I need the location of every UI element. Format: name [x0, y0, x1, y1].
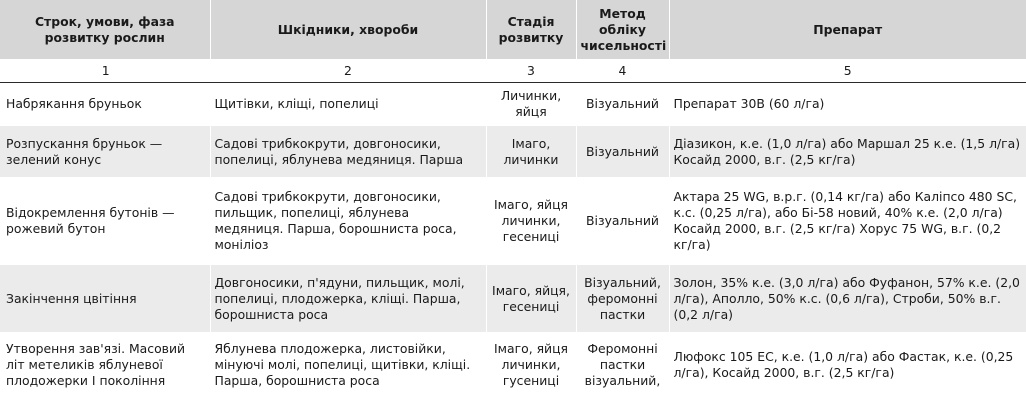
cell-product: Золон, 35% к.е. (3,0 л/га) або Фуфанон, 57% к.е. (2,0 л/га), Аполло, 50% к.с. (0,6 л/га), Строби, 50% в.г. (0,2 л/га) [669, 264, 1026, 333]
table-row [0, 178, 1026, 264]
cell-method: Візуальний, феромонні пастки [576, 264, 669, 333]
table-row [0, 333, 1026, 396]
table-row [0, 125, 1026, 178]
header-row [0, 0, 1026, 59]
cell-method: Візуальний [576, 125, 669, 178]
column-number: 5 [669, 59, 1026, 83]
cell-product: Препарат 30В (60 л/га) [669, 83, 1026, 126]
header-method: Метод обліку чисельності [576, 0, 669, 59]
header-period: Строк, умови, фаза розвитку рослин [0, 0, 210, 59]
cell-stage: Імаго, яйця, гесениці [486, 264, 576, 333]
cell-method: Візуальний [576, 83, 669, 126]
cell-product: Люфокс 105 ЕС, к.е. (1,0 л/га) або Фастак, к.е. (0,25 л/га), Косайд 2000, в.г. (2,5 кг/га) [669, 333, 1026, 396]
cell-method: Візуальний [576, 178, 669, 264]
table-row [0, 83, 1026, 126]
cell-pests: Садові трибкокрути, довгоносики, попелиці, яблунева медяниця. Парша [210, 125, 486, 178]
table-row [0, 264, 1026, 333]
column-number: 3 [486, 59, 576, 83]
cell-stage: Імаго, личинки [486, 125, 576, 178]
cell-pests: Садові трибкокрути, довгоносики, пильщик, попелиці, яблунева медяниця. Парша, борошниста роса, моніліоз [210, 178, 486, 264]
cell-period: Розпускання бруньок — зелений конус [0, 125, 210, 178]
header-stage: Стадія розвитку [486, 0, 576, 59]
cell-stage: Імаго, яйця личинки, гусениці [486, 333, 576, 396]
header-pests: Шкідники, хвороби [210, 0, 486, 59]
column-number: 2 [210, 59, 486, 83]
cell-pests: Довгоносики, п'ядуни, пильщик, молі, попелиці, плодожерка, кліщі. Парша, борошниста роса [210, 264, 486, 333]
cell-period: Набрякання бруньок [0, 83, 210, 126]
cell-stage: Личинки, яйця [486, 83, 576, 126]
column-number: 1 [0, 59, 210, 83]
cell-product: Діазикон, к.е. (1,0 л/га) або Маршал 25 к.е. (1,5 л/га) Косайд 2000, в.г. (2,5 кг/га) [669, 125, 1026, 178]
cell-product: Актара 25 WG, в.р.г. (0,14 кг/га) або Каліпсо 480 SC, к.с. (0,25 л/га), або Бі-58 новий, 40% к.е. (2,0 л/га) Косайд 2000, в.г. (2,5 кг/га) Хорус 75 WG, в.г. (0,2 кг/га) [669, 178, 1026, 264]
cell-pests: Щитівки, кліщі, попелиці [210, 83, 486, 126]
column-number: 4 [576, 59, 669, 83]
cell-period: Утворення зав'язі. Масовий літ метеликів яблуневої плодожерки І покоління [6, 341, 186, 388]
header-product: Препарат [669, 0, 1026, 59]
column-number-row [0, 59, 1026, 83]
cell-period: Відокремлення бутонів — рожевий бутон [0, 178, 210, 264]
cell-pests: Яблунева плодожерка, листовійки, мінуючі молі, попелиці, щитівки, кліщі. Парша, борошниста роса [210, 333, 486, 396]
cell-period: Закінчення цвітіння [0, 264, 210, 333]
cell-method: Феромонні пастки візуальний, [576, 333, 669, 396]
cell-stage: Імаго, яйця личинки, гесениці [486, 178, 576, 264]
